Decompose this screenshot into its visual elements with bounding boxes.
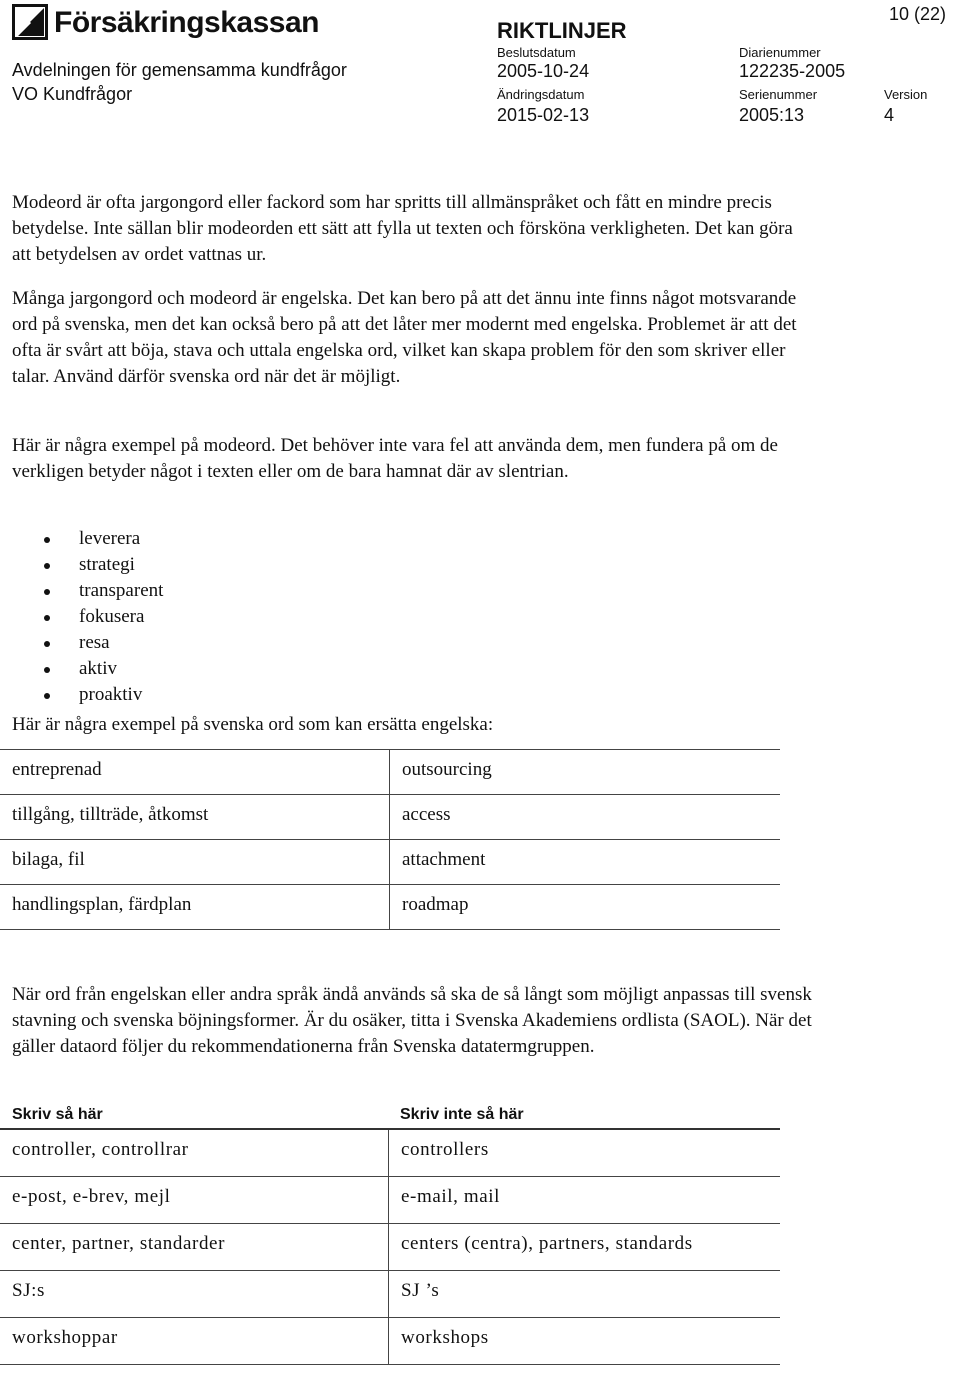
- department-name: Avdelningen för gemensamma kundfrågor: [12, 60, 347, 80]
- paragraph-adaptation-advice: När ord från engelskan eller andra språk ändå används så ska de så långt som möjligt anpassas till svensk stavning och svenska böjningsformer. Är du osäker, titta i Svenska Akademiens ordlista (SAOL). När det gäller dataord följer du rekommendationerna från Svenska datatermgruppen.: [12, 984, 812, 1057]
- table-row: [0, 1129, 780, 1177]
- bullet-icon: [44, 537, 50, 543]
- table-cell-incorrect: SJ ’s: [389, 1271, 781, 1318]
- spelling-table: [0, 1128, 780, 1365]
- series-number: 2005:13: [739, 105, 805, 125]
- paragraph-english-words: Många jargongord och modeord är engelska. Det kan bero på att det ännu inte finns något motsvarande ord på svenska, men det kan också bero på att det låter mer modernt med engelska. Problemet är att det ofta är svårt att böja, stava och uttala engelska ord, vilket kan skapa problem för den som skriver eller talar. Använd därför svenska ord när det är möjligt.: [12, 288, 797, 387]
- table-row: [0, 840, 780, 885]
- paragraph-buzzwords-intro: Modeord är ofta jargongord eller fackord som har spritts till allmänspråket och fått en mindre precis betydelse. Inte sällan blir modeorden ett sätt att fylla ut texten och försköna verkligheten. Det kan göra att betydelsen av ordet vattnas ur.: [12, 192, 793, 265]
- list-item: [0, 630, 163, 656]
- table-cell-swedish: bilaga, fil: [0, 840, 390, 885]
- bullet-icon: [44, 615, 50, 621]
- table-row: [0, 1177, 780, 1224]
- document-header: [0, 0, 960, 140]
- table-cell-correct: e-post, e-brev, mejl: [0, 1177, 389, 1224]
- decision-date: 2005-10-24: [497, 61, 590, 81]
- bullet-icon: [44, 563, 50, 569]
- column-header-dont: Skriv inte så här: [400, 1106, 524, 1123]
- swedish-english-table: [0, 749, 780, 930]
- version-label: Version: [884, 87, 928, 102]
- list-item: [0, 552, 163, 578]
- table-cell-english: outsourcing: [390, 750, 781, 795]
- list-item-text: fokusera: [79, 606, 145, 627]
- table-row: [0, 1271, 780, 1318]
- table-cell-swedish: tillgång, tillträde, åtkomst: [0, 795, 390, 840]
- list-item: [0, 604, 163, 630]
- table-row: [0, 1318, 780, 1365]
- table-cell-english: roadmap: [390, 885, 781, 930]
- table-row: [0, 885, 780, 930]
- list-item-text: proaktiv: [79, 684, 143, 705]
- table-row: [0, 750, 780, 795]
- list-item: [0, 526, 163, 552]
- column-header-do: Skriv så här: [12, 1106, 103, 1123]
- version-number: 4: [884, 105, 895, 125]
- table-cell-swedish: handlingsplan, färdplan: [0, 885, 390, 930]
- list-item-text: resa: [79, 632, 110, 653]
- table-row: [0, 795, 780, 840]
- table-cell-incorrect: e-mail, mail: [389, 1177, 781, 1224]
- buzzword-list: [0, 526, 163, 708]
- table-cell-correct: controller, controllrar: [0, 1129, 389, 1177]
- table-cell-correct: center, partner, standarder: [0, 1224, 389, 1271]
- bullet-icon: [44, 589, 50, 595]
- unit-name: VO Kundfrågor: [12, 84, 133, 104]
- logo-text: Försäkringskassan: [54, 6, 319, 39]
- bullet-icon: [44, 641, 50, 647]
- list-item: [0, 578, 163, 604]
- registration-number: 122235-2005: [739, 61, 846, 81]
- list-item: [0, 656, 163, 682]
- table-cell-incorrect: centers (centra), partners, standards: [389, 1224, 781, 1271]
- list-item-text: strategi: [79, 554, 135, 575]
- list-item-text: transparent: [79, 580, 164, 601]
- list-item-text: leverera: [79, 528, 141, 549]
- page-number: 10 (22): [888, 4, 946, 24]
- document-type: RIKTLINJER: [497, 18, 627, 43]
- bullet-icon: [44, 667, 50, 673]
- table-row: [0, 1224, 780, 1271]
- table-cell-english: access: [390, 795, 781, 840]
- table-cell-swedish: entreprenad: [0, 750, 390, 795]
- registration-number-label: Diarienummer: [739, 45, 821, 60]
- paragraph-examples-intro: Här är några exempel på modeord. Det behöver inte vara fel att använda dem, men fundera på om de verkligen betyder något i texten eller om de bara hamnat där av slentrian.: [12, 435, 778, 482]
- bullet-icon: [44, 693, 50, 699]
- list-item: [0, 682, 163, 708]
- table-cell-incorrect: workshops: [389, 1318, 781, 1365]
- table-cell-correct: workshoppar: [0, 1318, 389, 1365]
- table-cell-incorrect: controllers: [389, 1129, 781, 1177]
- table-cell-correct: SJ:s: [0, 1271, 389, 1318]
- paragraph-swedish-alternatives-intro: Här är några exempel på svenska ord som kan ersätta engelska:: [12, 714, 494, 735]
- list-item-text: aktiv: [79, 658, 117, 679]
- forsakringskassan-logo-icon: [12, 4, 48, 40]
- table-cell-english: attachment: [390, 840, 781, 885]
- change-date: 2015-02-13: [497, 105, 590, 125]
- decision-date-label: Beslutsdatum: [497, 45, 576, 60]
- series-number-label: Serienummer: [739, 87, 818, 102]
- change-date-label: Ändringsdatum: [497, 87, 585, 102]
